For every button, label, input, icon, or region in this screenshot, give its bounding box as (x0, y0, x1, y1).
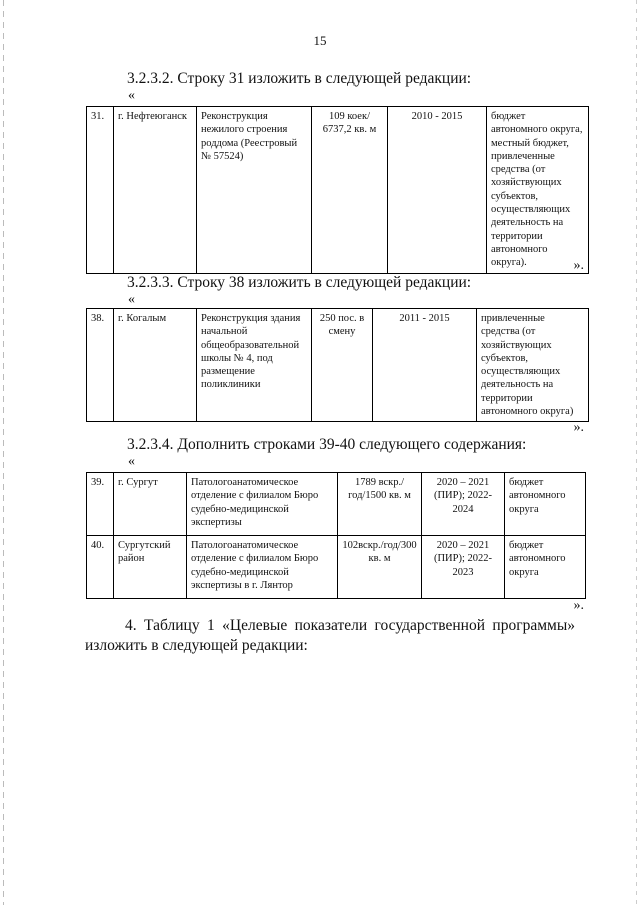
cell-number: 38. (87, 309, 114, 422)
table-row (87, 536, 586, 599)
table-row-38 (86, 308, 589, 422)
closing-line-1: 4. Таблицу 1 «Целевые показатели государственной программы» (125, 617, 575, 634)
cell-period: 2011 - 2015 (373, 309, 477, 422)
cell-number: 39. (87, 473, 114, 536)
scan-edge-left (3, 0, 4, 905)
section-heading-row-38: 3.2.3.3. Строку 38 изложить в следующей редакции: (127, 274, 472, 291)
cell-volume: 102вскр./год/300 кв. м (338, 536, 422, 599)
cell-place: г. Сургут (114, 473, 187, 536)
cell-number: 40. (87, 536, 114, 599)
table-row (87, 309, 589, 422)
cell-funding: привлеченные средства (от хозяйствующих субъектов, осуществляющих деятельность на территории автономного округа) (477, 309, 589, 422)
table-rows-39-40 (86, 472, 586, 599)
closing-paragraph (85, 616, 575, 656)
opening-quote: « (128, 88, 135, 103)
cell-place: Сургутский район (114, 536, 187, 599)
cell-period: 2010 - 2015 (388, 107, 487, 274)
cell-volume: 1789 вскр./год/1500 кв. м (338, 473, 422, 536)
cell-object: Реконструкция здания начальной общеобразовательной школы № 4, под размещение поликлиники (197, 309, 312, 422)
cell-funding: бюджет автономного округа (505, 473, 586, 536)
cell-place: г. Когалым (114, 309, 197, 422)
cell-place: г. Нефтеюганск (114, 107, 197, 274)
cell-funding: бюджет автономного округа, местный бюджет, привлеченные средства (от хозяйствующих субъектов, осуществляющих деятельность на территории автономного округа). (487, 107, 589, 274)
table-row-31 (86, 106, 589, 274)
table-row (87, 107, 589, 274)
cell-object: Патологоанатомическое отделение с филиалом Бюро судебно-медицинской экспертизы (187, 473, 338, 536)
scan-edge-right (636, 0, 637, 905)
opening-quote: « (128, 454, 135, 469)
cell-period: 2020 – 2021 (ПИР); 2022-2024 (422, 473, 505, 536)
cell-funding: бюджет автономного округа (505, 536, 586, 599)
page-number: 15 (313, 33, 327, 48)
cell-number: 31. (87, 107, 114, 274)
table-row (87, 473, 586, 536)
cell-volume: 109 коек/ 6737,2 кв. м (312, 107, 388, 274)
cell-volume: 250 пос. в смену (312, 309, 373, 422)
section-heading-rows-39-40: 3.2.3.4. Дополнить строками 39-40 следующего содержания: (127, 436, 527, 453)
closing-quote: ». (573, 420, 584, 435)
closing-quote: ». (573, 258, 584, 273)
cell-object: Патологоанатомическое отделение с филиалом Бюро судебно-медицинской экспертизы в г. Лянтор (187, 536, 338, 599)
closing-line-2: изложить в следующей редакции: (85, 637, 308, 654)
opening-quote: « (128, 292, 135, 307)
closing-quote: ». (573, 598, 584, 613)
cell-object: Реконструкция нежилого строения роддома (Реестровый № 57524) (197, 107, 312, 274)
section-heading-row-31: 3.2.3.2. Строку 31 изложить в следующей редакции: (127, 70, 472, 87)
cell-period: 2020 – 2021 (ПИР); 2022-2023 (422, 536, 505, 599)
